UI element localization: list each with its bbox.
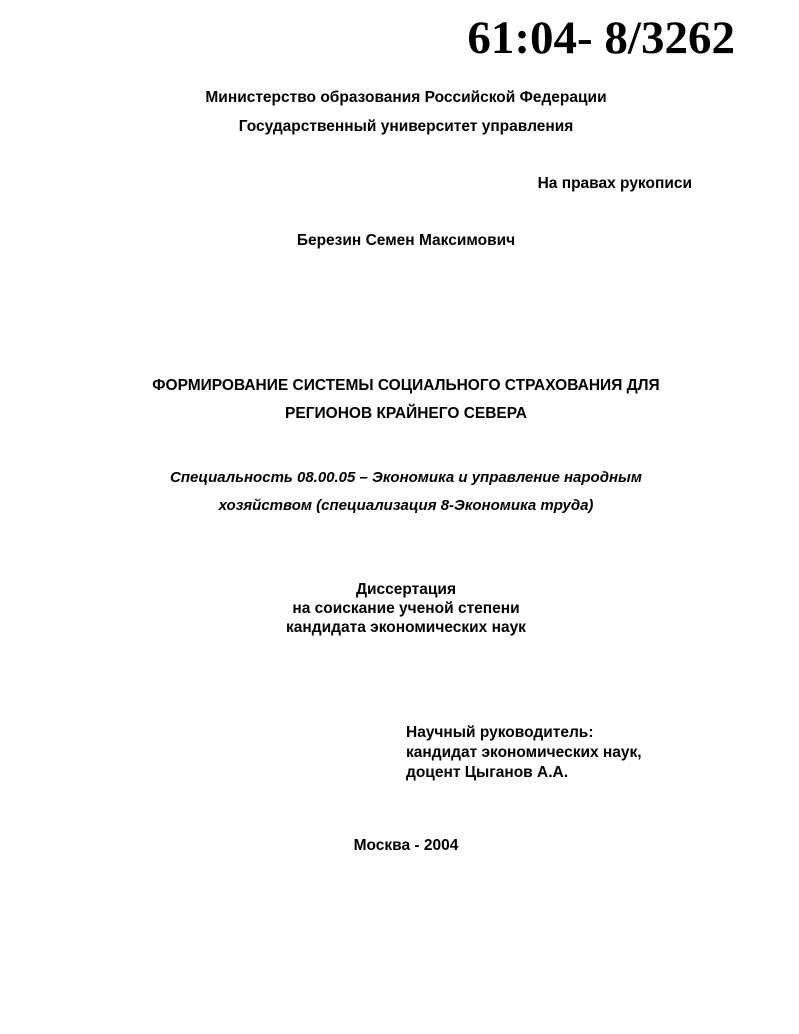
specialty-line-1: Специальность 08.00.05 – Экономика и управление народным <box>170 469 642 486</box>
supervisor <box>406 723 642 783</box>
specialty-line-2: хозяйством (специализация 8-Экономика труда) <box>218 497 594 514</box>
specialty <box>0 464 799 520</box>
degree-statement <box>0 580 799 637</box>
city-year: Москва - 2004 <box>353 837 459 854</box>
degree-line-2: на соискание ученой степени <box>292 600 520 617</box>
title-line-2: РЕГИОНОВ КРАЙНЕГО СЕВЕРА <box>285 405 527 422</box>
supervisor-line-1: Научный руководитель: <box>406 724 594 741</box>
catalog-number: 61:04- 8/3262 <box>467 12 735 64</box>
university-name: Государственный университет управления <box>238 118 574 135</box>
supervisor-line-2: кандидат экономических наук, <box>406 744 642 761</box>
degree-line-1: Диссертация <box>355 581 456 598</box>
ministry-name: Министерство образования Российской Федерации <box>205 89 607 106</box>
rights-note: На правах рукописи <box>537 175 692 192</box>
degree-line-3: кандидата экономических наук <box>286 619 526 636</box>
dissertation-title <box>0 372 799 428</box>
title-line-1: ФОРМИРОВАНИЕ СИСТЕМЫ СОЦИАЛЬНОГО СТРАХОВАНИЯ ДЛЯ <box>152 377 660 394</box>
author-name: Березин Семен Максимович <box>296 232 516 249</box>
supervisor-line-3: доцент Цыганов А.А. <box>406 764 569 781</box>
